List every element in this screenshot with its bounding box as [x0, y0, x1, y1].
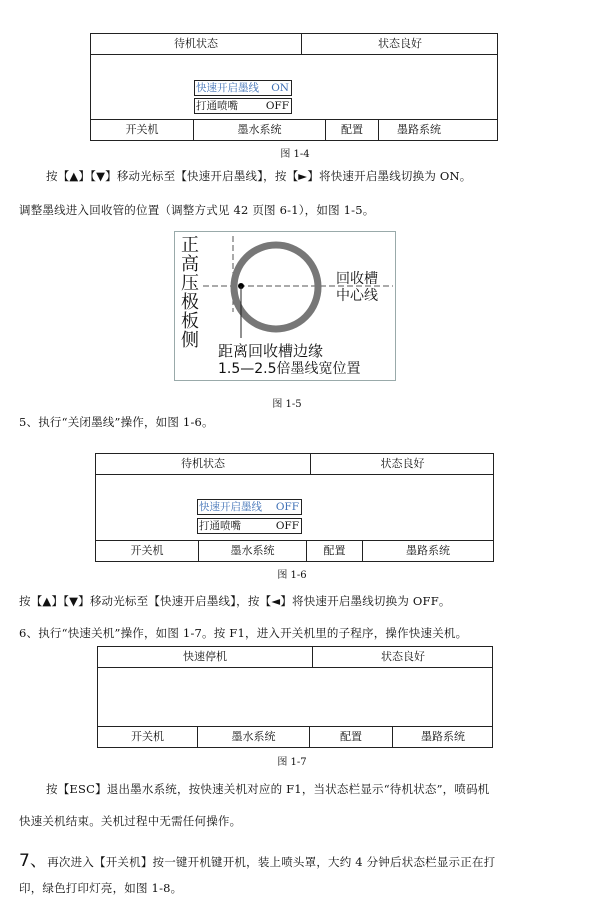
fig14-caption: 图 1-4: [280, 149, 310, 160]
fig15-right-label-1: 回收槽: [336, 271, 378, 287]
fig16-tab-config[interactable]: 配置: [323, 544, 346, 557]
paragraph-2: 调整墨线进入回收管的位置（调整方式见 42 页图 6-1），如图 1-5。: [19, 203, 375, 217]
fig16-status-right: 状态良好: [380, 457, 425, 470]
paragraph-8-text: 再次进入【开关机】按一键开机键开机，装上喷头罩，大约 4 分钟后状态栏显示正在打: [47, 855, 496, 869]
fig15-diagram: [174, 231, 396, 381]
paragraph-7: 快速关机结束。关机过程中无需任何操作。: [19, 814, 242, 828]
paragraph-5: 6、执行“快速关机”操作，如图 1-7。按 F1，进入开关机里的子程序，操作快速关机。: [19, 626, 468, 640]
paragraph-6: 按【ESC】退出墨水系统，按快速关机对应的 F1，当状态栏显示“待机状态”，喷码机: [46, 782, 490, 796]
fig16-menu-quick-ink-off[interactable]: 快速开启墨线 OFF: [197, 499, 302, 515]
fig17-tab-ink-system[interactable]: 墨水系统: [231, 730, 276, 743]
fig14-status-right: 状态良好: [378, 37, 422, 50]
fig17-function-bar: [98, 726, 492, 747]
fig16-menu-clear-nozzle[interactable]: 打通喷嘴 OFF: [197, 518, 302, 534]
fig16-tab-ink-system[interactable]: 墨水系统: [230, 544, 275, 557]
fig17-status-left: 快速停机: [183, 650, 227, 663]
fig15-right-label-2: 中心线: [336, 288, 378, 304]
fig16-function-bar: [96, 540, 493, 561]
paragraph-1: 按【▲】【▼】移动光标至【快速开启墨线】，按【►】将快速开启墨线切换为 ON。: [46, 169, 472, 183]
fig15-left-label: 正高压极板侧: [181, 235, 199, 351]
fig16-screen: [95, 453, 494, 562]
fig17-caption: 图 1-7: [277, 757, 307, 768]
fig14-status-left: 待机状态: [174, 37, 218, 50]
fig17-status-right: 状态良好: [381, 650, 425, 663]
fig15-recovery-ring: [234, 245, 318, 329]
fig16-tab-power[interactable]: 开关机: [130, 544, 164, 557]
fig16-caption: 图 1-6: [277, 570, 307, 581]
paragraph-3: 5、执行“关闭墨线”操作，如图 1-6。: [19, 415, 214, 429]
fig14-menu-clear-nozzle[interactable]: 打通喷嘴 OFF: [194, 98, 292, 114]
fig14-tab-ink-path[interactable]: 墨路系统: [397, 123, 441, 136]
fig14-tab-config[interactable]: 配置: [341, 123, 363, 136]
fig14-status-bar: [91, 34, 497, 55]
paragraph-9: 印，绿色打印灯亮，如图 1-8。: [19, 881, 183, 895]
fig15-bottom-label-1: 距离回收槽边缘: [218, 342, 324, 360]
fig16-tab-ink-path[interactable]: 墨路系统: [406, 544, 450, 557]
fig16-status-bar: [96, 454, 493, 475]
fig14-screen: [90, 33, 498, 141]
fig17-tab-ink-path[interactable]: 墨路系统: [421, 730, 465, 743]
fig17-screen: [97, 646, 493, 748]
fig14-function-bar: [91, 119, 497, 140]
fig14-menu-quick-ink-on[interactable]: 快速开启墨线 ON: [194, 80, 292, 96]
fig17-tab-power[interactable]: 开关机: [131, 730, 164, 743]
paragraph-8: [19, 846, 495, 871]
fig14-tab-power[interactable]: 开关机: [125, 123, 159, 136]
fig17-tab-config[interactable]: 配置: [340, 730, 362, 743]
step-7-number: 7、: [19, 851, 48, 871]
fig14-tab-ink-system[interactable]: 墨水系统: [237, 123, 282, 136]
fig15-bottom-label-2: 1.5—2.5倍墨线宽位置: [218, 361, 361, 377]
fig16-status-left: 待机状态: [181, 457, 225, 470]
fig17-status-bar: [98, 647, 492, 668]
fig15-caption: 图 1-5: [272, 399, 302, 410]
paragraph-4: 按【▲】【▼】移动光标至【快速开启墨线】，按【◄】将快速开启墨线切换为 OFF。: [19, 594, 451, 608]
